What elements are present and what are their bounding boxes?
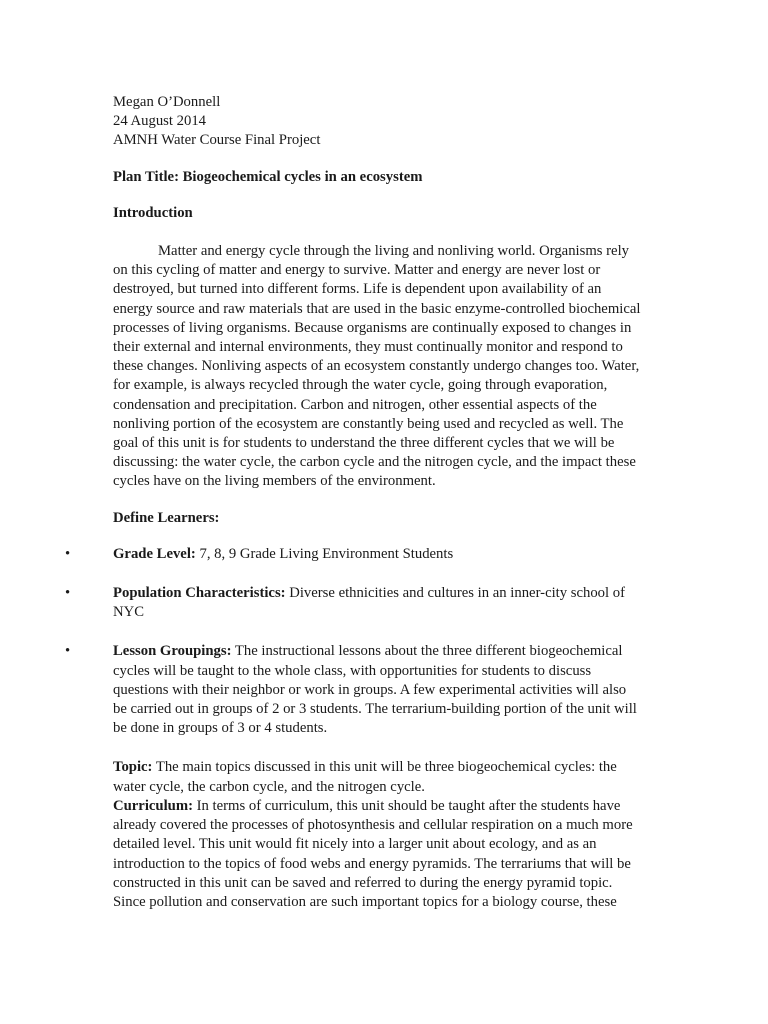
learner-item-text: Diverse ethnicities and cultures in an inner-city school of NYC [113,585,626,621]
plan-title: Plan Title: Biogeochemical cycles in an ecosystem [113,168,423,185]
introduction-paragraph: Matter and energy cycle through the living and nonliving world. Organisms rely on this cycling of matter and energy to survive. Matter and energy are never lost or destroyed, but turned into different forms. Life is dependent upon availability of an energy source and raw materials that are used in the basic enzyme-controlled biochemical processes of living organisms. Because organisms are continually exposed to changes in their external and internal environments, they must continually monitor and respond to these changes. Nonliving aspects of an ecosystem constantly undergo changes too. Water, for example, is always recycled through the water cycle, going through evaporation, condensation and precipitation. Carbon and nitrogen, other essential aspects of the nonliving portion of the ecosystem are constantly being used and recycled as well. The goal of this unit is for students to understand the three different cycles that we will be discussing: the water cycle, the carbon cycle and the nitrogen cycle, and the impact these cycles have on the living members of the environment. [113,243,641,490]
document-header [113,93,643,151]
learner-item-grade-level [65,545,643,564]
bullet-icon: • [65,545,71,562]
course-name: AMNH Water Course Final Project [113,132,321,149]
topic-label: Topic: [113,759,153,776]
learner-item-text: 7, 8, 9 Grade Living Environment Students [195,545,454,562]
learner-item-label: Population Characteristics: [113,585,286,602]
topic-text: The main topics discussed in this unit will be three biogeochemical cycles: the water cycle, the carbon cycle, and the nitrogen cycle. [113,759,617,795]
learner-item-text: The instructional lessons about the three different biogeochemical cycles will be taught to the whole class, with opportunities for students to discuss questions with their neighbor or work in groups. A few experimental activities will also be carried out in groups of 2 or 3 students. The terrarium-building portion of the unit will be done in groups of 3 or 4 students. [113,643,637,737]
curriculum-text: In terms of curriculum, this unit should be taught after the students have already covered the processes of photosynthesis and cellular respiration on a much more detailed level. This unit would fit nicely into a larger unit about ecology, and as an introduction to the topics of food webs and energy pyramids. The terrariums that will be constructed in this unit can be saved and referred to during the energy pyramid topic. Since pollution and conservation are such important topics for a biology course, these [113,797,633,910]
bullet-icon: • [65,585,71,602]
document-date: 24 August 2014 [113,113,207,130]
curriculum-section [113,797,643,912]
define-learners-heading: Define Learners: [113,509,220,526]
learner-item-lesson-groupings [65,642,643,738]
learner-item-label: Lesson Groupings: [113,643,232,660]
introduction-heading: Introduction [113,204,193,221]
topic-section [113,758,643,796]
bullet-icon: • [65,643,71,660]
document-page [65,93,643,912]
curriculum-label: Curriculum: [113,797,193,814]
learner-item-label: Grade Level: [113,545,196,562]
learner-item-population [65,584,643,622]
author-name: Megan O’Donnell [113,94,221,110]
